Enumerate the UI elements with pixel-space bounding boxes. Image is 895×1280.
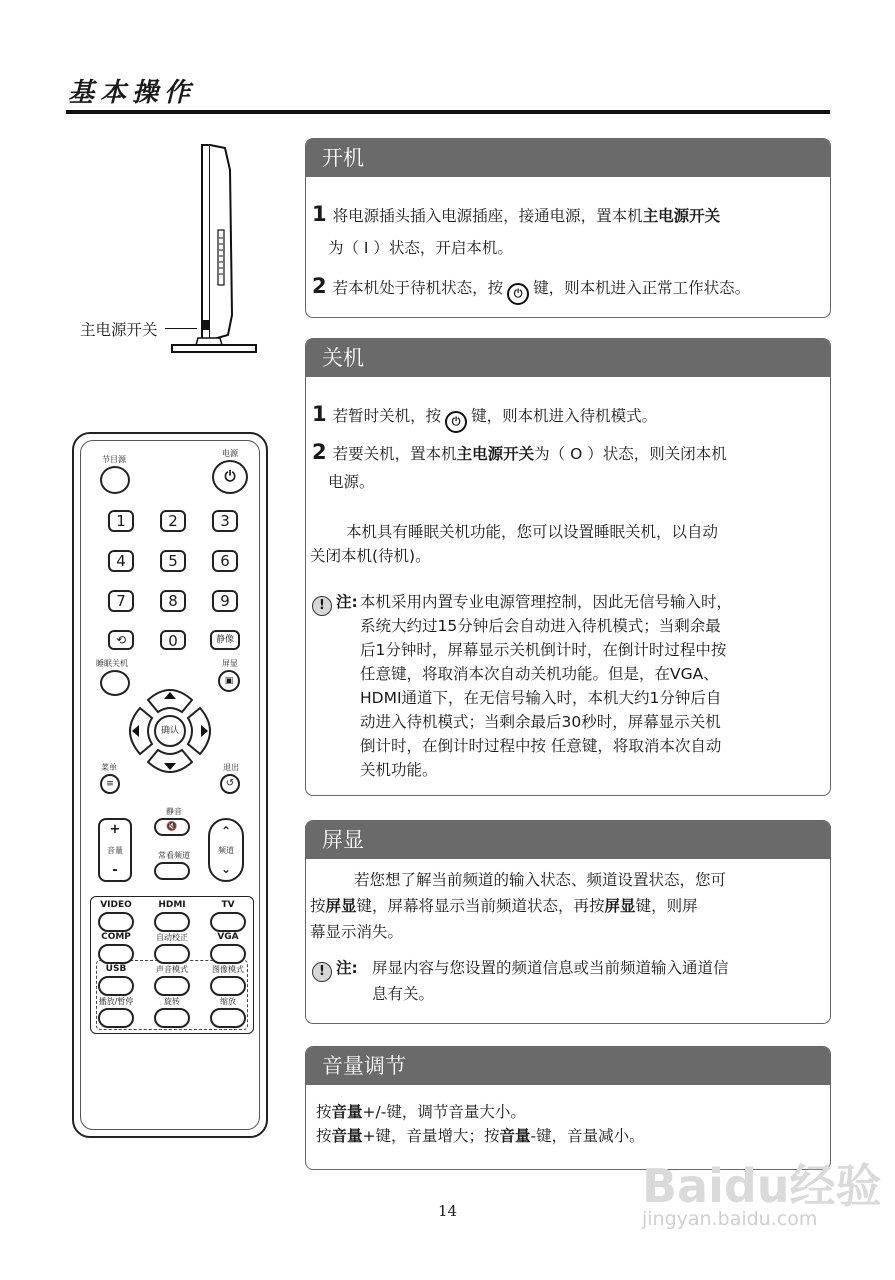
power-label: 电源: [222, 449, 238, 458]
source-label: 节目源: [102, 455, 126, 464]
power-button[interactable]: [212, 460, 248, 494]
comp-label: COMP: [101, 932, 131, 942]
power-off-step2: [312, 439, 727, 468]
watermark-brand: Baidu经验: [642, 1159, 882, 1213]
digit-8-button[interactable]: 8: [160, 590, 186, 612]
text: 按: [316, 1103, 332, 1121]
sleep-label: 睡眠关机: [96, 659, 128, 668]
menu-icon: ≡: [106, 779, 114, 789]
power-on-step2: [312, 273, 750, 305]
play-pause-button[interactable]: [98, 1008, 134, 1028]
text: 键，屏幕将显示当前频道状态，再按: [356, 897, 605, 915]
display-term: 屏显: [325, 897, 357, 915]
note-icon: !: [312, 596, 332, 616]
tv-button[interactable]: [210, 912, 246, 932]
page-number: 14: [437, 1202, 458, 1220]
note-line: 动进入待机模式；当剩余最后30秒时，屏幕显示关机: [360, 713, 721, 731]
main-switch-term: 主电源开关: [456, 445, 535, 463]
step-number: 1: [312, 402, 327, 426]
volume-plus: +: [109, 822, 121, 837]
switch-pointer-line: [165, 328, 197, 329]
fav-channel-button[interactable]: [154, 862, 190, 880]
note-label: 注:: [336, 959, 358, 977]
mute-button[interactable]: [154, 818, 190, 836]
display-text-line3: 幕显示消失。: [310, 923, 404, 941]
power-off-header: 关机: [306, 339, 830, 377]
power-off-section: [305, 338, 831, 796]
sound-mode-button[interactable]: [154, 976, 190, 996]
channel-rocker[interactable]: [208, 818, 244, 882]
text: 按: [310, 897, 326, 915]
channel-up-icon: ⌃: [220, 824, 232, 838]
picture-mode-button[interactable]: [210, 976, 246, 996]
power-icon: ⏻: [224, 469, 236, 485]
note-line: 倒计时，在倒计时过程中按 任意键，将取消本次自动: [360, 737, 722, 755]
volume-rocker[interactable]: [98, 818, 132, 882]
main-switch-term: 主电源开关: [642, 207, 721, 225]
digit-0-button[interactable]: 0: [160, 630, 186, 650]
digit-5-button[interactable]: 5: [160, 550, 186, 572]
auto-adjust-label: 自动校正: [156, 933, 188, 942]
title-rule: [66, 110, 830, 114]
menu-label: 菜单: [101, 763, 117, 772]
digit-6-button[interactable]: 6: [212, 550, 238, 572]
display-text-line1: 若您想了解当前频道的输入状态、频道设置状态，您可: [354, 871, 727, 889]
zoom-label: 缩放: [220, 997, 236, 1006]
digit-7-button[interactable]: 7: [108, 590, 134, 612]
digit-2-button[interactable]: 2: [160, 510, 186, 532]
mute-label: 静音: [166, 807, 182, 816]
usb-button[interactable]: [98, 976, 134, 996]
mute-icon: 🔇: [166, 822, 178, 832]
source-button[interactable]: [100, 466, 130, 494]
vga-label: VGA: [217, 932, 239, 942]
volume-term: 音量: [499, 1127, 531, 1145]
volume-header: 音量调节: [306, 1047, 830, 1085]
power-on-header: 开机: [306, 139, 830, 177]
power-icon: ⏻: [445, 411, 467, 433]
vga-button[interactable]: [210, 944, 246, 964]
power-on-step1: [312, 201, 720, 230]
step-text: 键，则本机进入待机模式。: [471, 407, 658, 425]
display-icon: ▣: [224, 676, 234, 686]
rotate-label: 旋转: [164, 997, 180, 1006]
digit-9-button[interactable]: 9: [212, 590, 238, 612]
step-text: 若暂时关机，按: [332, 407, 442, 425]
recall-button[interactable]: [108, 630, 134, 650]
volume-term: 音量: [331, 1127, 363, 1145]
exit-button[interactable]: [220, 774, 240, 794]
note-line: 关机功能。: [360, 761, 438, 779]
text: 键，则屏: [635, 897, 698, 915]
usb-label: USB: [105, 964, 127, 974]
step-number: 2: [312, 440, 327, 464]
volume-text-line2: [316, 1123, 645, 1150]
step-number: 1: [312, 202, 327, 226]
power-off-note-label: [312, 589, 358, 616]
power-off-step1: [312, 401, 657, 433]
display-term: 屏显: [604, 897, 636, 915]
sleep-text-line1: 本机具有睡眠关机功能，您可以设置睡眠关机，以自动: [346, 523, 719, 541]
page-title: 基本操作: [68, 78, 197, 108]
freeze-button[interactable]: 静像: [210, 630, 240, 650]
volume-minus: -: [112, 863, 118, 878]
power-icon: ⏻: [507, 283, 529, 305]
zoom-button[interactable]: [210, 1008, 246, 1028]
hdmi-button[interactable]: [154, 912, 190, 932]
sound-mode-label: 声音模式: [156, 965, 188, 974]
main-power-switch-label: 主电源开关: [80, 321, 158, 339]
text: -键，音量减小。: [530, 1127, 645, 1145]
menu-button[interactable]: [100, 774, 120, 794]
remote-control: [72, 432, 268, 1138]
note-label: 注:: [336, 593, 358, 611]
video-label: VIDEO: [100, 900, 132, 910]
comp-button[interactable]: [98, 944, 134, 964]
text: +/-键，调节音量大小。: [362, 1103, 526, 1121]
note-icon: !: [312, 962, 332, 982]
digit-3-button[interactable]: 3: [212, 510, 238, 532]
tv-side-illustration: [170, 140, 260, 355]
volume-text-line1: [316, 1099, 526, 1126]
step-number: 2: [312, 274, 327, 298]
power-off-step2-cont: 电源。: [328, 473, 375, 491]
step-text: 若要关机，置本机: [332, 445, 457, 463]
display-section: [305, 820, 831, 1024]
power-on-section: [305, 138, 831, 318]
volume-term: 音量: [331, 1103, 363, 1121]
channel-down-icon: ⌄: [220, 862, 232, 876]
sleep-text-line2: 关闭本机(待机)。: [310, 547, 431, 565]
hdmi-label: HDMI: [158, 900, 186, 910]
step-text: 键，则本机进入正常工作状态。: [533, 279, 751, 297]
note-line: HDMI通道下，在无信号输入时，本机大约1分钟后自: [360, 689, 722, 707]
note-line: 任意键，将取消本次自动关机功能。但是，在VGA、: [360, 665, 719, 683]
digit-1-button[interactable]: 1: [108, 510, 134, 532]
text: +键，音量增大；按: [362, 1127, 500, 1145]
play-pause-label: 播放/暂停: [98, 997, 134, 1006]
display-label: 屏显: [222, 659, 238, 668]
text: 按: [316, 1127, 332, 1145]
note-line: 本机采用内置专业电源管理控制，因此无信号输入时，: [360, 593, 733, 611]
step-text: 为（ O ）状态，则关闭本机: [534, 445, 727, 463]
display-header: 屏显: [306, 821, 830, 859]
picture-mode-label: 图像模式: [212, 965, 244, 974]
display-note-line2: 息有关。: [372, 985, 435, 1003]
display-note-label: [312, 955, 358, 982]
step-text: 若本机处于待机状态，按: [332, 279, 504, 297]
fav-channel-label: 常看频道: [158, 851, 190, 860]
note-line: 系统大约过15分钟后会自动进入待机模式；当剩余最: [360, 617, 721, 635]
video-button[interactable]: [98, 912, 134, 932]
channel-label: 频道: [218, 846, 234, 855]
exit-label: 退出: [223, 763, 239, 772]
step-text: 将电源插头插入电源插座，接通电源，置本机: [332, 207, 643, 225]
auto-adjust-button[interactable]: [154, 944, 190, 964]
tv-label: TV: [221, 900, 235, 910]
volume-label: 音量: [107, 846, 123, 855]
exit-icon: ↺: [225, 778, 235, 789]
power-on-step1-cont: 为（ I ）状态，开启本机。: [328, 239, 513, 257]
ok-button[interactable]: 确认: [154, 715, 186, 747]
recall-icon: ⟲: [115, 633, 127, 647]
display-note-line1: 屏显内容与您设置的频道信息或当前频道输入通道信: [372, 959, 729, 977]
rotate-button[interactable]: [154, 1008, 190, 1028]
digit-4-button[interactable]: 4: [108, 550, 134, 572]
display-text-line2: [310, 893, 698, 920]
note-line: 后1分钟时，屏幕显示关机倒计时，在倒计时过程中按: [360, 641, 727, 659]
watermark-url: jingyan.baidu.com: [642, 1208, 818, 1230]
